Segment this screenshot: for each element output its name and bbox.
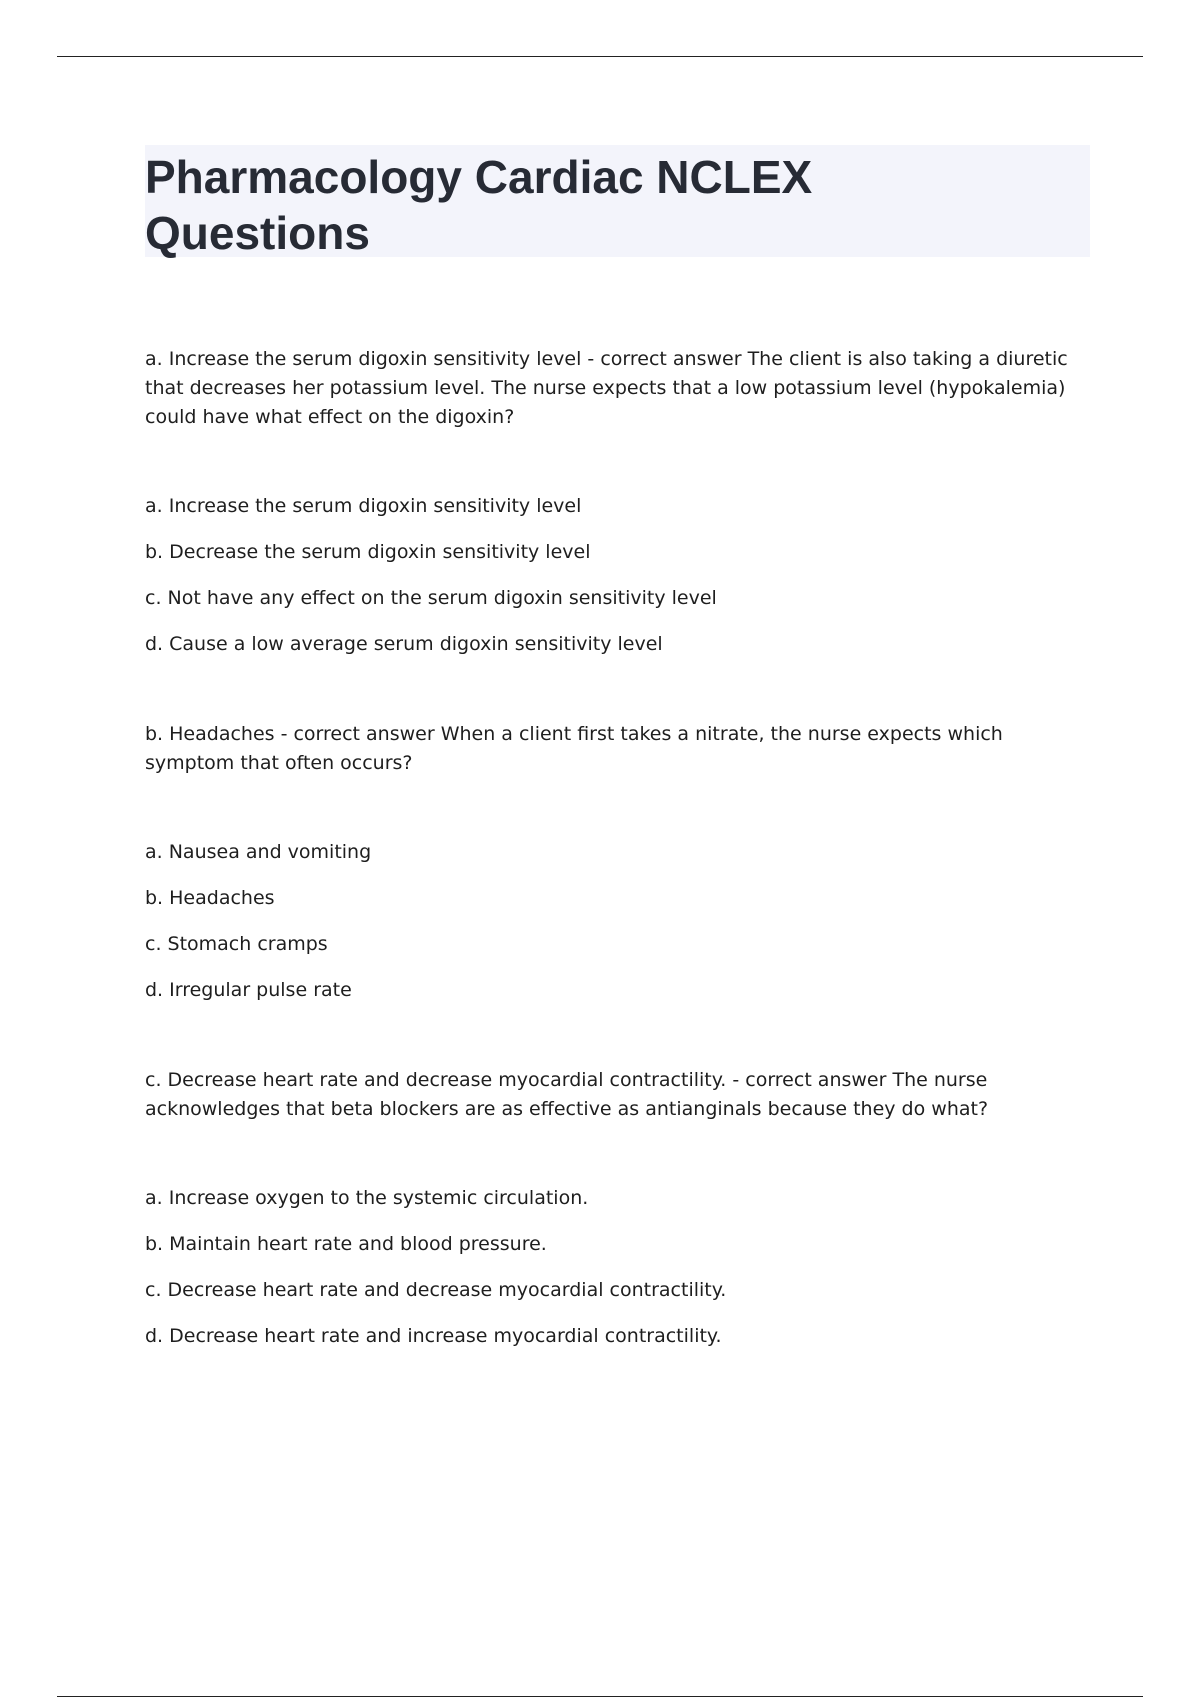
question-block xyxy=(145,1066,1095,1368)
question-list xyxy=(145,345,1095,1368)
option-list xyxy=(145,492,1095,676)
option-item: c. Decrease heart rate and decrease myocardial contractility. xyxy=(145,1279,727,1301)
option-item: d. Decrease heart rate and increase myocardial contractility. xyxy=(145,1325,722,1347)
option-item: d. Cause a low average serum digoxin sensitivity level xyxy=(145,633,663,655)
question-text: b. Headaches - correct answer When a client first takes a nitrate, the nurse expects which symptom that often occurs? xyxy=(145,723,1003,774)
question-block xyxy=(145,345,1095,676)
option-list xyxy=(145,1184,1095,1368)
option-item: a. Increase the serum digoxin sensitivity level xyxy=(145,495,582,517)
option-item: d. Irregular pulse rate xyxy=(145,979,352,1001)
option-item: a. Nausea and vomiting xyxy=(145,841,372,863)
option-item: c. Stomach cramps xyxy=(145,933,328,955)
page-title: Pharmacology Cardiac NCLEX Questions xyxy=(145,151,813,259)
option-item: c. Not have any effect on the serum digoxin sensitivity level xyxy=(145,587,717,609)
question-text: c. Decrease heart rate and decrease myocardial contractility. - correct answer The nurse acknowledges that beta blockers are as effective as antianginals because they do what? xyxy=(145,1069,989,1120)
question-text: a. Increase the serum digoxin sensitivity level - correct answer The client is also taking a diuretic that decreases her potassium level. The nurse expects that a low potassium level (hypokalemia) could have what effect on the digoxin? xyxy=(145,348,1068,428)
option-item: b. Maintain heart rate and blood pressure. xyxy=(145,1233,547,1255)
question-block xyxy=(145,720,1095,1022)
option-item: b. Headaches xyxy=(145,887,275,909)
option-list xyxy=(145,838,1095,1022)
top-rule xyxy=(57,56,1143,57)
bottom-rule xyxy=(57,1696,1143,1697)
option-item: b. Decrease the serum digoxin sensitivity level xyxy=(145,541,591,563)
title-banner xyxy=(145,145,1090,257)
option-item: a. Increase oxygen to the systemic circulation. xyxy=(145,1187,589,1209)
